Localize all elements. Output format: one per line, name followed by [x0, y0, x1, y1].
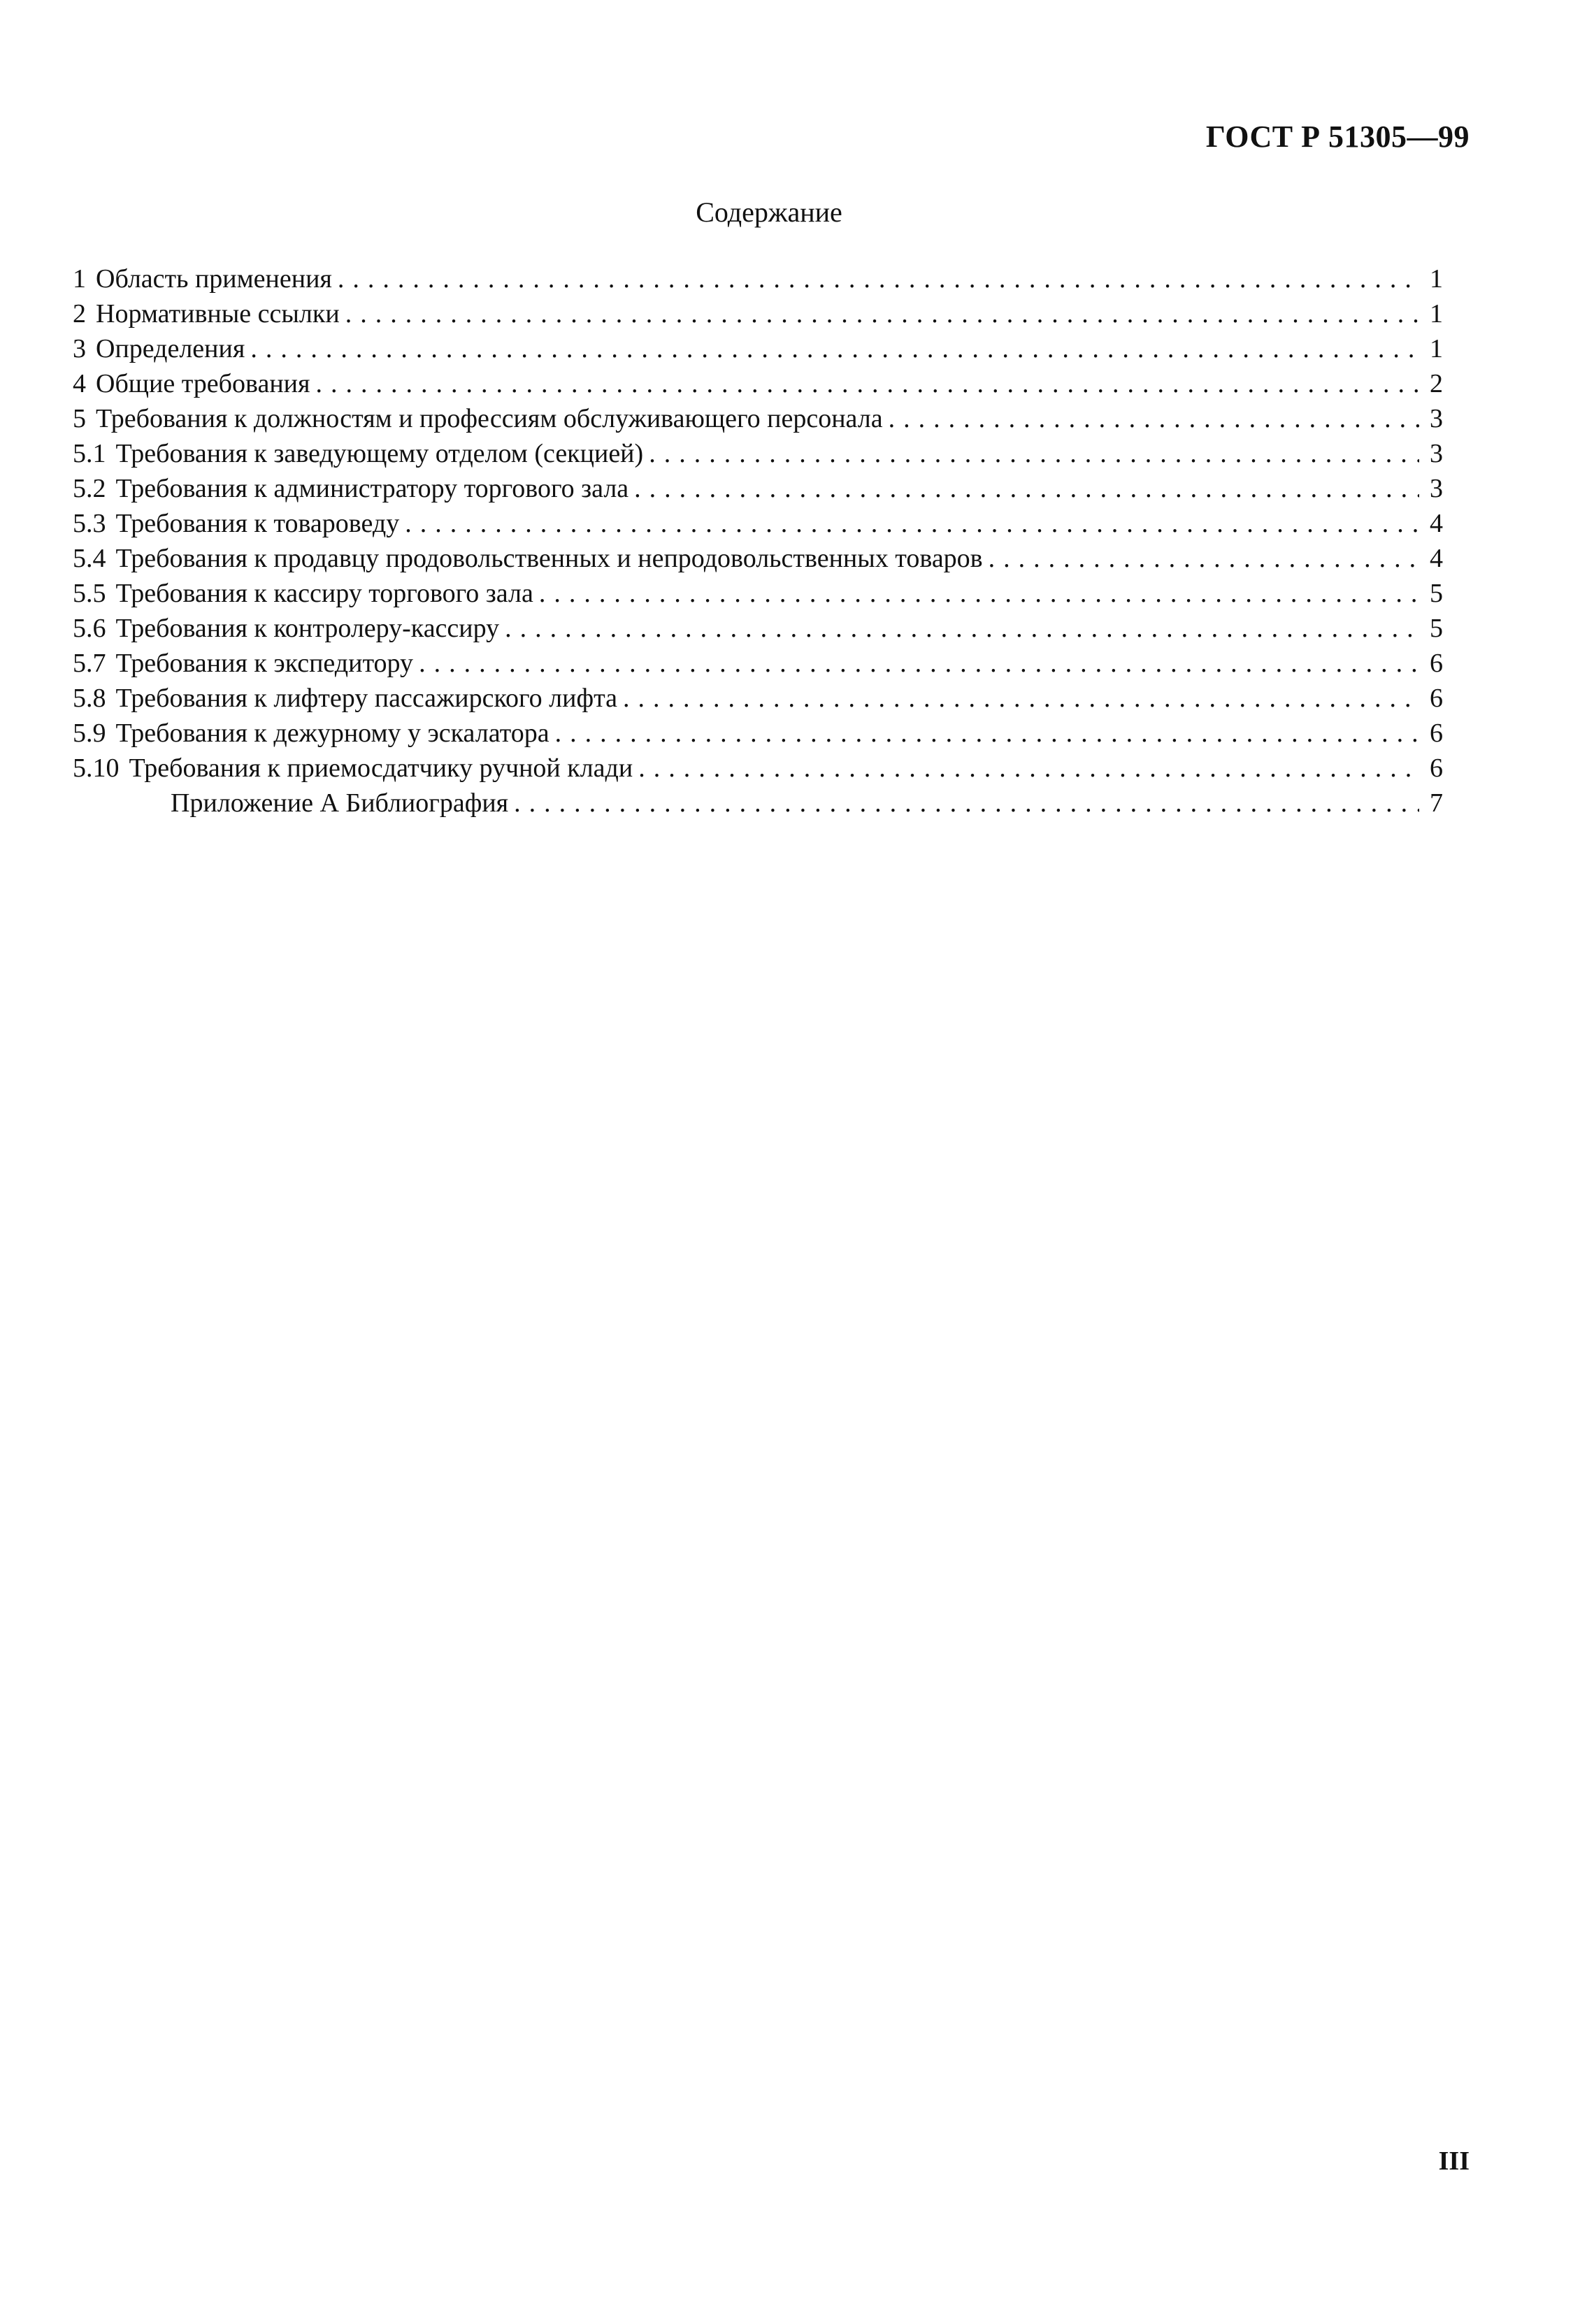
toc-entry-page: 2	[1430, 369, 1443, 398]
toc-entry-title: Требования к должностям и профессиям обслуживающего персонала	[96, 404, 883, 433]
dot-leader	[345, 296, 1419, 331]
toc-entry-page: 3	[1430, 404, 1443, 433]
toc-entry-page: 6	[1430, 684, 1443, 713]
toc-entry-title: Требования к продавцу продовольственных и непродовольственных товаров	[115, 544, 983, 573]
document-code: ГОСТ Р 51305—99	[1205, 120, 1470, 154]
dot-leader	[315, 366, 1419, 401]
toc-entry-appendix[interactable]	[73, 786, 1443, 821]
toc-entry-title: Требования к приемосдатчику ручной клади	[129, 753, 633, 783]
toc-entry-page: 6	[1430, 649, 1443, 678]
toc-entry-number: 5.10	[73, 753, 120, 783]
toc-entry-title: Требования к экспедитору	[115, 649, 414, 678]
page-number: III	[1438, 2146, 1470, 2176]
toc-entry-number: 5.2	[73, 474, 106, 503]
toc-entry[interactable]	[73, 576, 1443, 611]
toc-entry[interactable]	[73, 611, 1443, 646]
toc-entry-page: 1	[1430, 264, 1443, 294]
toc-entry-page: 4	[1430, 544, 1443, 573]
toc-entry-number: 5.4	[73, 544, 106, 573]
toc-entry[interactable]	[73, 471, 1443, 506]
toc-entry-number: 5.6	[73, 614, 106, 643]
dot-leader	[989, 541, 1419, 576]
toc-entry[interactable]	[73, 541, 1443, 576]
toc-entry-number: 5.5	[73, 579, 106, 608]
table-of-contents	[73, 261, 1443, 821]
toc-entry-title: Требования к заведующему отделом (секцией)	[115, 439, 644, 468]
toc-entry-title: Область применения	[96, 264, 332, 294]
toc-entry-title: Нормативные ссылки	[96, 299, 340, 329]
toc-entry[interactable]	[73, 331, 1443, 366]
toc-entry-page: 5	[1430, 614, 1443, 643]
toc-entry-page: 6	[1430, 719, 1443, 748]
dot-leader	[889, 401, 1419, 436]
toc-entry-page: 7	[1430, 788, 1443, 818]
toc-entry[interactable]	[73, 261, 1443, 296]
dot-leader	[505, 611, 1419, 646]
toc-entry-page: 5	[1430, 579, 1443, 608]
dot-leader	[514, 786, 1419, 821]
dot-leader	[638, 751, 1419, 786]
toc-entry-number: 5.7	[73, 649, 106, 678]
toc-entry-title: Требования к администратору торгового зала	[115, 474, 629, 503]
toc-entry-number: 5.3	[73, 509, 106, 538]
dot-leader	[250, 331, 1419, 366]
toc-entry[interactable]	[73, 646, 1443, 681]
toc-entry-title: Общие требования	[96, 369, 310, 398]
dot-leader	[649, 436, 1419, 471]
toc-entry-number: 2	[73, 299, 86, 329]
toc-entry-title: Требования к товароведу	[115, 509, 400, 538]
toc-entry[interactable]	[73, 436, 1443, 471]
toc-entry-title: Требования к кассиру торгового зала	[115, 579, 533, 608]
toc-entry-title: Требования к лифтеру пассажирского лифта	[115, 684, 618, 713]
toc-entry-title: Требования к контролеру-кассиру	[115, 614, 500, 643]
toc-entry[interactable]	[73, 751, 1443, 786]
dot-leader	[419, 646, 1419, 681]
toc-entry-number: 1	[73, 264, 86, 294]
toc-entry-number: 4	[73, 369, 86, 398]
toc-entry-page: 3	[1430, 474, 1443, 503]
dot-leader	[539, 576, 1419, 611]
toc-entry[interactable]	[73, 401, 1443, 436]
toc-entry-number: 5.9	[73, 719, 106, 748]
toc-entry-page: 1	[1430, 299, 1443, 329]
toc-entry[interactable]	[73, 506, 1443, 541]
toc-entry-number: 5.1	[73, 439, 106, 468]
toc-entry-title: Определения	[96, 334, 245, 363]
toc-entry[interactable]	[73, 681, 1443, 716]
dot-leader	[555, 716, 1419, 751]
toc-entry-number: 5.8	[73, 684, 106, 713]
toc-entry-title: Приложение А Библиография	[171, 788, 509, 818]
toc-entry-page: 4	[1430, 509, 1443, 538]
toc-entry-number: 3	[73, 334, 86, 363]
toc-entry-page: 6	[1430, 753, 1443, 783]
toc-entry[interactable]	[73, 296, 1443, 331]
dot-leader	[623, 681, 1419, 716]
toc-entry-title: Требования к дежурному у эскалатора	[115, 719, 550, 748]
dot-leader	[338, 261, 1419, 296]
toc-entry-number: 5	[73, 404, 86, 433]
dot-leader	[405, 506, 1419, 541]
toc-entry[interactable]	[73, 366, 1443, 401]
toc-title: Содержание	[696, 196, 842, 228]
toc-entry-page: 3	[1430, 439, 1443, 468]
toc-entry[interactable]	[73, 716, 1443, 751]
toc-entry-page: 1	[1430, 334, 1443, 363]
dot-leader	[634, 471, 1419, 506]
